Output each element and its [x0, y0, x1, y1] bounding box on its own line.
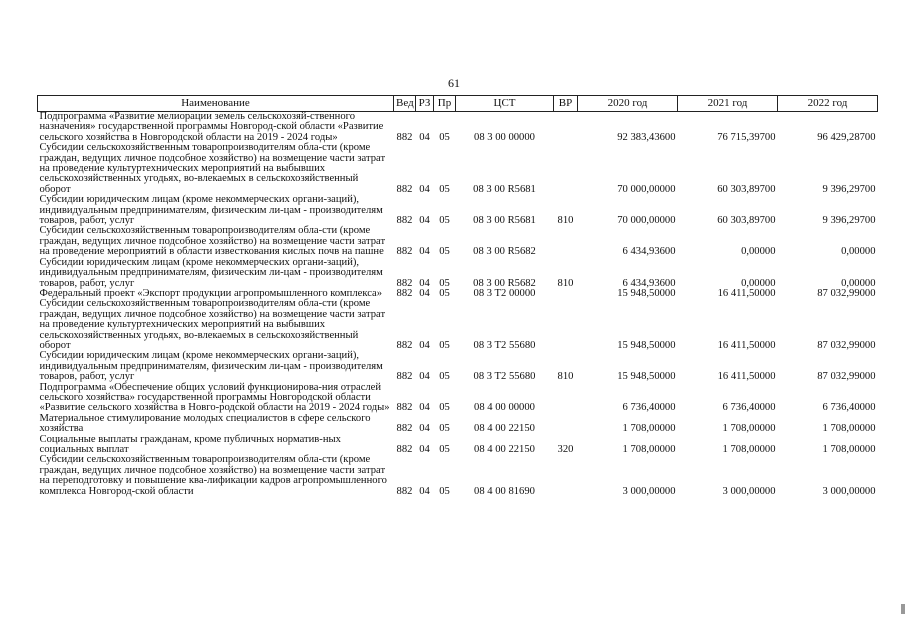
- row-amount-2020: 6 434,93600: [622, 277, 676, 289]
- row-ved: 882: [396, 402, 413, 414]
- row-ved: 882: [396, 485, 413, 497]
- row-name: Материальное стимулирование молодых специалистов в сфере сельского хозяйства: [39, 412, 371, 435]
- table-row: [38, 299, 878, 351]
- row-amount-2021: 0,00000: [741, 246, 776, 258]
- header-2020: 2020 год: [578, 96, 678, 112]
- row-amount-2021: 1 708,00000: [722, 423, 776, 435]
- row-amount-2021: 1 708,00000: [722, 444, 776, 455]
- row-amount-2022: 87 032,99000: [817, 339, 876, 351]
- row-amount-2020: 15 948,50000: [617, 371, 676, 383]
- row-amount-2020: 70 000,00000: [617, 183, 676, 195]
- table-row: [38, 455, 878, 497]
- row-cst: 08 4 00 81690: [474, 485, 535, 497]
- row-name: Субсидии юридическим лицам (кроме некоммерческих органи-заций), индивидуальным предпринимателям, физическим ли-цам - производителям товаров, работ, услуг: [39, 194, 383, 227]
- row-cst: 08 3 00 00000: [474, 131, 535, 143]
- row-pr: 05: [439, 402, 450, 414]
- row-amount-2020: 15 948,50000: [617, 287, 676, 299]
- header-2022: 2022 год: [778, 96, 878, 112]
- row-amount-2020: 92 383,43600: [617, 131, 676, 143]
- row-name: Субсидии сельскохозяйственным товаропроизводителям обла-сти (кроме граждан, ведущих личное подсобное хозяйство) на возмещение части затрат на проведение культуртехнических мероприятий на выбывших сельскохозяйственных угодьях, во-влекаемых в сельскохозяйственный оборот: [39, 298, 386, 351]
- row-ved: 882: [396, 339, 413, 351]
- row-rz: 04: [419, 444, 430, 455]
- row-amount-2021: 0,00000: [741, 277, 776, 289]
- row-rz: 04: [419, 423, 430, 435]
- row-ved: 882: [396, 287, 413, 299]
- row-rz: 04: [419, 246, 430, 258]
- row-amount-2022: 96 429,28700: [817, 131, 876, 143]
- table-row: [38, 414, 878, 435]
- row-name: Подпрограмма «Обеспечение общих условий функционирова-ния отраслей сельского хозяйства» государственной программы Новгородской области «Развитие сельского хозяйства в Новго-родской области на 2019 - 2024 годы»: [39, 381, 390, 414]
- header-pr: Пр: [434, 96, 456, 112]
- table-row: [38, 383, 878, 414]
- row-name: Субсидии сельскохозяйственным товаропроизводителям обла-сти (кроме граждан, ведущих личное подсобное хозяйство) на возмещение части затрат на переподготовку и повышение ква-лификации кадров агропромышленного комплекса Новгород-ской области: [39, 454, 387, 497]
- row-vr: [554, 455, 578, 497]
- page-number: 61: [448, 76, 460, 90]
- row-rz: 04: [419, 371, 430, 383]
- table-row: [38, 195, 878, 226]
- row-cst: 08 4 00 22150: [474, 444, 535, 455]
- row-cst: 08 3 00 R5682: [473, 246, 536, 258]
- row-pr: 05: [439, 371, 450, 383]
- header-vr: ВР: [554, 96, 578, 112]
- row-vr: 810: [557, 277, 574, 289]
- row-pr: 05: [439, 246, 450, 258]
- table-row: [38, 351, 878, 382]
- row-amount-2021: 3 000,00000: [722, 485, 776, 497]
- row-amount-2022: 1 708,00000: [822, 423, 876, 435]
- row-amount-2020: 3 000,00000: [622, 485, 676, 497]
- row-rz: 04: [419, 215, 430, 227]
- header-name: Наименование: [38, 96, 394, 112]
- table-header-row: [38, 96, 878, 112]
- row-amount-2022: 0,00000: [841, 277, 876, 289]
- row-ved: 882: [396, 277, 413, 289]
- row-rz: 04: [419, 287, 430, 299]
- row-amount-2021: 6 736,40000: [722, 402, 776, 414]
- row-amount-2021: 76 715,39700: [717, 131, 776, 143]
- table-row: [38, 435, 878, 456]
- row-cst: 08 3 00 R5681: [473, 215, 536, 227]
- row-cst: 08 3 T2 55680: [473, 371, 536, 383]
- row-pr: 05: [439, 131, 450, 143]
- row-ved: 882: [396, 371, 413, 383]
- table-row: [38, 112, 878, 144]
- row-pr: 05: [439, 277, 450, 289]
- row-amount-2021: 16 411,50000: [717, 287, 776, 299]
- row-rz: 04: [419, 339, 430, 351]
- row-amount-2020: 6 434,93600: [622, 246, 676, 258]
- row-vr: 320: [557, 444, 574, 455]
- row-name: Субсидии сельскохозяйственным товаропроизводителям обла-сти (кроме граждан, ведущих личное подсобное хозяйство) на возмещение части затрат на проведение культуртехнических мероприятий на выбывших сельскохозяйственных угодьях, во-влекаемых в сельскохозяйственный оборот: [39, 142, 386, 195]
- row-amount-2021: 60 303,89700: [717, 183, 776, 195]
- row-cst: 08 3 00 R5682: [473, 277, 536, 289]
- row-vr: 810: [557, 371, 574, 383]
- row-ved: 882: [396, 246, 413, 258]
- row-vr: [554, 299, 578, 351]
- header-cst: ЦСТ: [456, 96, 554, 112]
- row-vr: 810: [557, 215, 574, 227]
- row-vr: [554, 112, 578, 144]
- row-amount-2022: 87 032,99000: [817, 371, 876, 383]
- row-pr: 05: [439, 423, 450, 435]
- row-amount-2021: 16 411,50000: [717, 339, 776, 351]
- header-rz: РЗ: [416, 96, 434, 112]
- row-pr: 05: [439, 485, 450, 497]
- header-2021: 2021 год: [678, 96, 778, 112]
- row-vr: [554, 226, 578, 257]
- row-amount-2020: 1 708,00000: [622, 423, 676, 435]
- row-amount-2022: 9 396,29700: [822, 215, 876, 227]
- row-rz: 04: [419, 402, 430, 414]
- row-rz: 04: [419, 485, 430, 497]
- table-row: [38, 258, 878, 289]
- table-row: [38, 143, 878, 195]
- row-name: Подпрограмма «Развитие мелиорации земель сельскохозяй-ственного назначения» государственной программы Новгород-ской области «Развитие сельского хозяйства в Новгородской области на 2019 - 2024 годы»: [39, 111, 384, 143]
- row-name: Социальные выплаты гражданам, кроме публичных норматив-ных социальных выплат: [39, 433, 341, 455]
- row-amount-2020: 6 736,40000: [622, 402, 676, 414]
- row-amount-2020: 70 000,00000: [617, 215, 676, 227]
- row-ved: 882: [396, 215, 413, 227]
- row-amount-2022: 0,00000: [841, 246, 876, 258]
- row-amount-2022: 1 708,00000: [822, 444, 876, 455]
- row-amount-2022: 6 736,40000: [822, 402, 876, 414]
- row-name: Субсидии юридическим лицам (кроме некоммерческих органи-заций), индивидуальным предпринимателям, физическим ли-цам - производителям товаров, работ, услуг: [39, 350, 383, 383]
- row-vr: [554, 414, 578, 435]
- row-cst: 08 3 00 R5681: [473, 183, 536, 195]
- row-amount-2021: 16 411,50000: [717, 371, 776, 383]
- row-amount-2022: 87 032,99000: [817, 287, 876, 299]
- row-name: Субсидии сельскохозяйственным товаропроизводителям обла-сти (кроме граждан, ведущих личное подсобное хозяйство) на возмещение части затрат на проведение мероприятий в области известкования кислых почв на пашне: [39, 225, 386, 258]
- row-pr: 05: [439, 183, 450, 195]
- row-pr: 05: [439, 444, 450, 455]
- budget-table: [37, 95, 878, 497]
- row-rz: 04: [419, 277, 430, 289]
- row-rz: 04: [419, 183, 430, 195]
- table-row: [38, 226, 878, 257]
- row-ved: 882: [396, 423, 413, 435]
- row-amount-2021: 60 303,89700: [717, 215, 776, 227]
- row-ved: 882: [396, 183, 413, 195]
- row-pr: 05: [439, 339, 450, 351]
- row-cst: 08 3 T2 55680: [473, 339, 536, 351]
- row-vr: [554, 289, 578, 299]
- row-cst: 08 4 00 22150: [474, 423, 535, 435]
- row-vr: [554, 383, 578, 414]
- row-name: Субсидии юридическим лицам (кроме некоммерческих органи-заций), индивидуальным предпринимателям, физическим ли-цам - производителям товаров, работ, услуг: [39, 256, 383, 289]
- row-vr: [554, 143, 578, 195]
- row-pr: 05: [439, 215, 450, 227]
- header-ved: Вед: [394, 96, 416, 112]
- row-amount-2020: 15 948,50000: [617, 339, 676, 351]
- scan-edge-mark: [901, 604, 905, 614]
- row-amount-2020: 1 708,00000: [622, 444, 676, 455]
- row-cst: 08 4 00 00000: [474, 402, 535, 414]
- row-ved: 882: [396, 131, 413, 143]
- row-amount-2022: 9 396,29700: [822, 183, 876, 195]
- row-cst: 08 3 T2 00000: [473, 287, 536, 299]
- row-ved: 882: [396, 444, 413, 455]
- row-rz: 04: [419, 131, 430, 143]
- row-name: Федеральный проект «Экспорт продукции агропромышленного комплекса»: [39, 287, 383, 299]
- row-amount-2022: 3 000,00000: [822, 485, 876, 497]
- row-pr: 05: [439, 287, 450, 299]
